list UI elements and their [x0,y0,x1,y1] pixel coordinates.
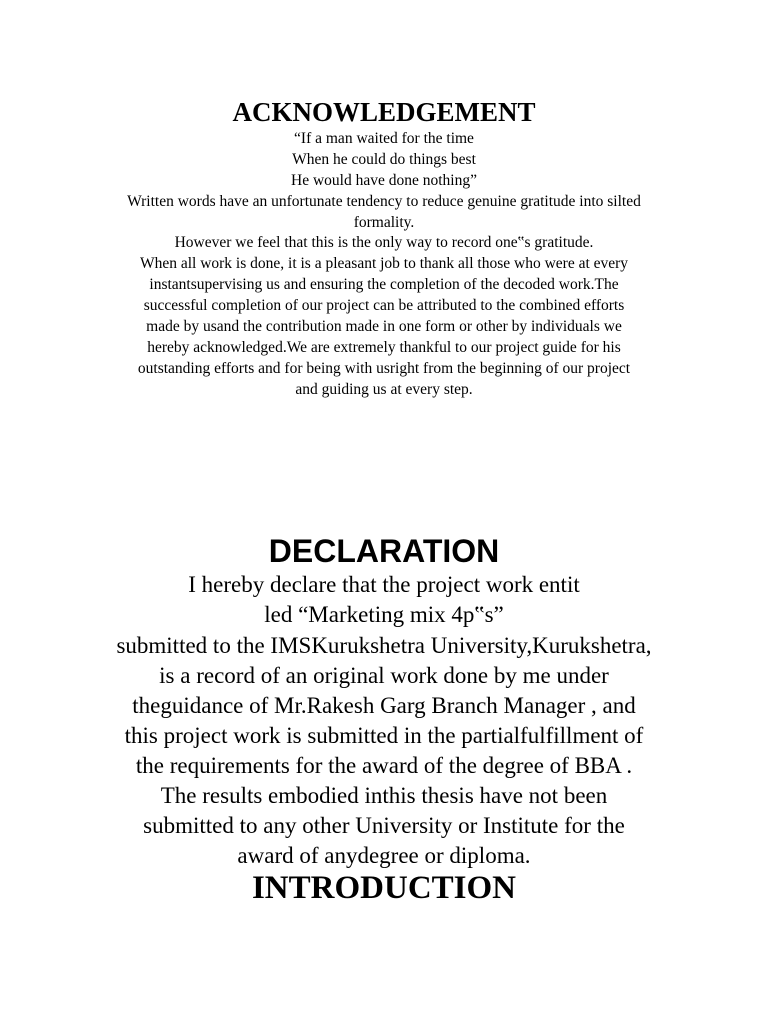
introduction-heading: INTRODUCTION [251,870,517,906]
acknowledgement-line: and guiding us at every step. [295,381,473,398]
declaration-line: award of anydegree or diploma. [237,843,531,868]
declaration-line: I hereby declare that the project work entit [188,572,580,597]
declaration-line: theguidance of Mr.Rakesh Garg Branch Manager , and [132,693,636,718]
declaration-line: is a record of an original work done by me under [159,663,609,688]
acknowledgement-heading: ACKNOWLEDGEMENT [232,97,536,127]
acknowledgement-line: made by usand the contribution made in one form or other by individuals we [146,318,622,335]
declaration-line: submitted to the IMSKurukshetra University,Kurukshetra, [116,633,652,658]
declaration-heading: DECLARATION [268,533,500,569]
acknowledgement-line: Written words have an unfortunate tendency to reduce genuine gratitude into silted [127,193,641,210]
declaration-line: submitted to any other University or Institute for the [143,813,625,838]
acknowledgement-line: When he could do things best [292,151,476,168]
acknowledgement-line: He would have done nothing” [291,172,477,189]
acknowledgement-line: formality. [353,214,415,231]
declaration-line: led “Marketing mix 4p‟s” [264,602,504,627]
declaration-line: The results embodied inthis thesis have not been [160,783,608,808]
acknowledgement-line: “If a man waited for the time [294,130,474,147]
acknowledgement-line: hereby acknowledged.We are extremely thankful to our project guide for his [147,339,621,356]
acknowledgement-line: However we feel that this is the only way to record one‟s gratitude. [174,234,594,251]
acknowledgement-line: outstanding efforts and for being with usright from the beginning of our project [137,360,631,377]
acknowledgement-line: instantsupervising us and ensuring the completion of the decoded work.The [149,276,619,293]
acknowledgement-line: successful completion of our project can be attributed to the combined efforts [143,297,625,314]
acknowledgement-line: When all work is done, it is a pleasant job to thank all those who were at every [139,255,629,272]
declaration-line: the requirements for the award of the degree of BBA . [135,753,633,778]
declaration-line: this project work is submitted in the partialfulfillment of [124,723,644,748]
